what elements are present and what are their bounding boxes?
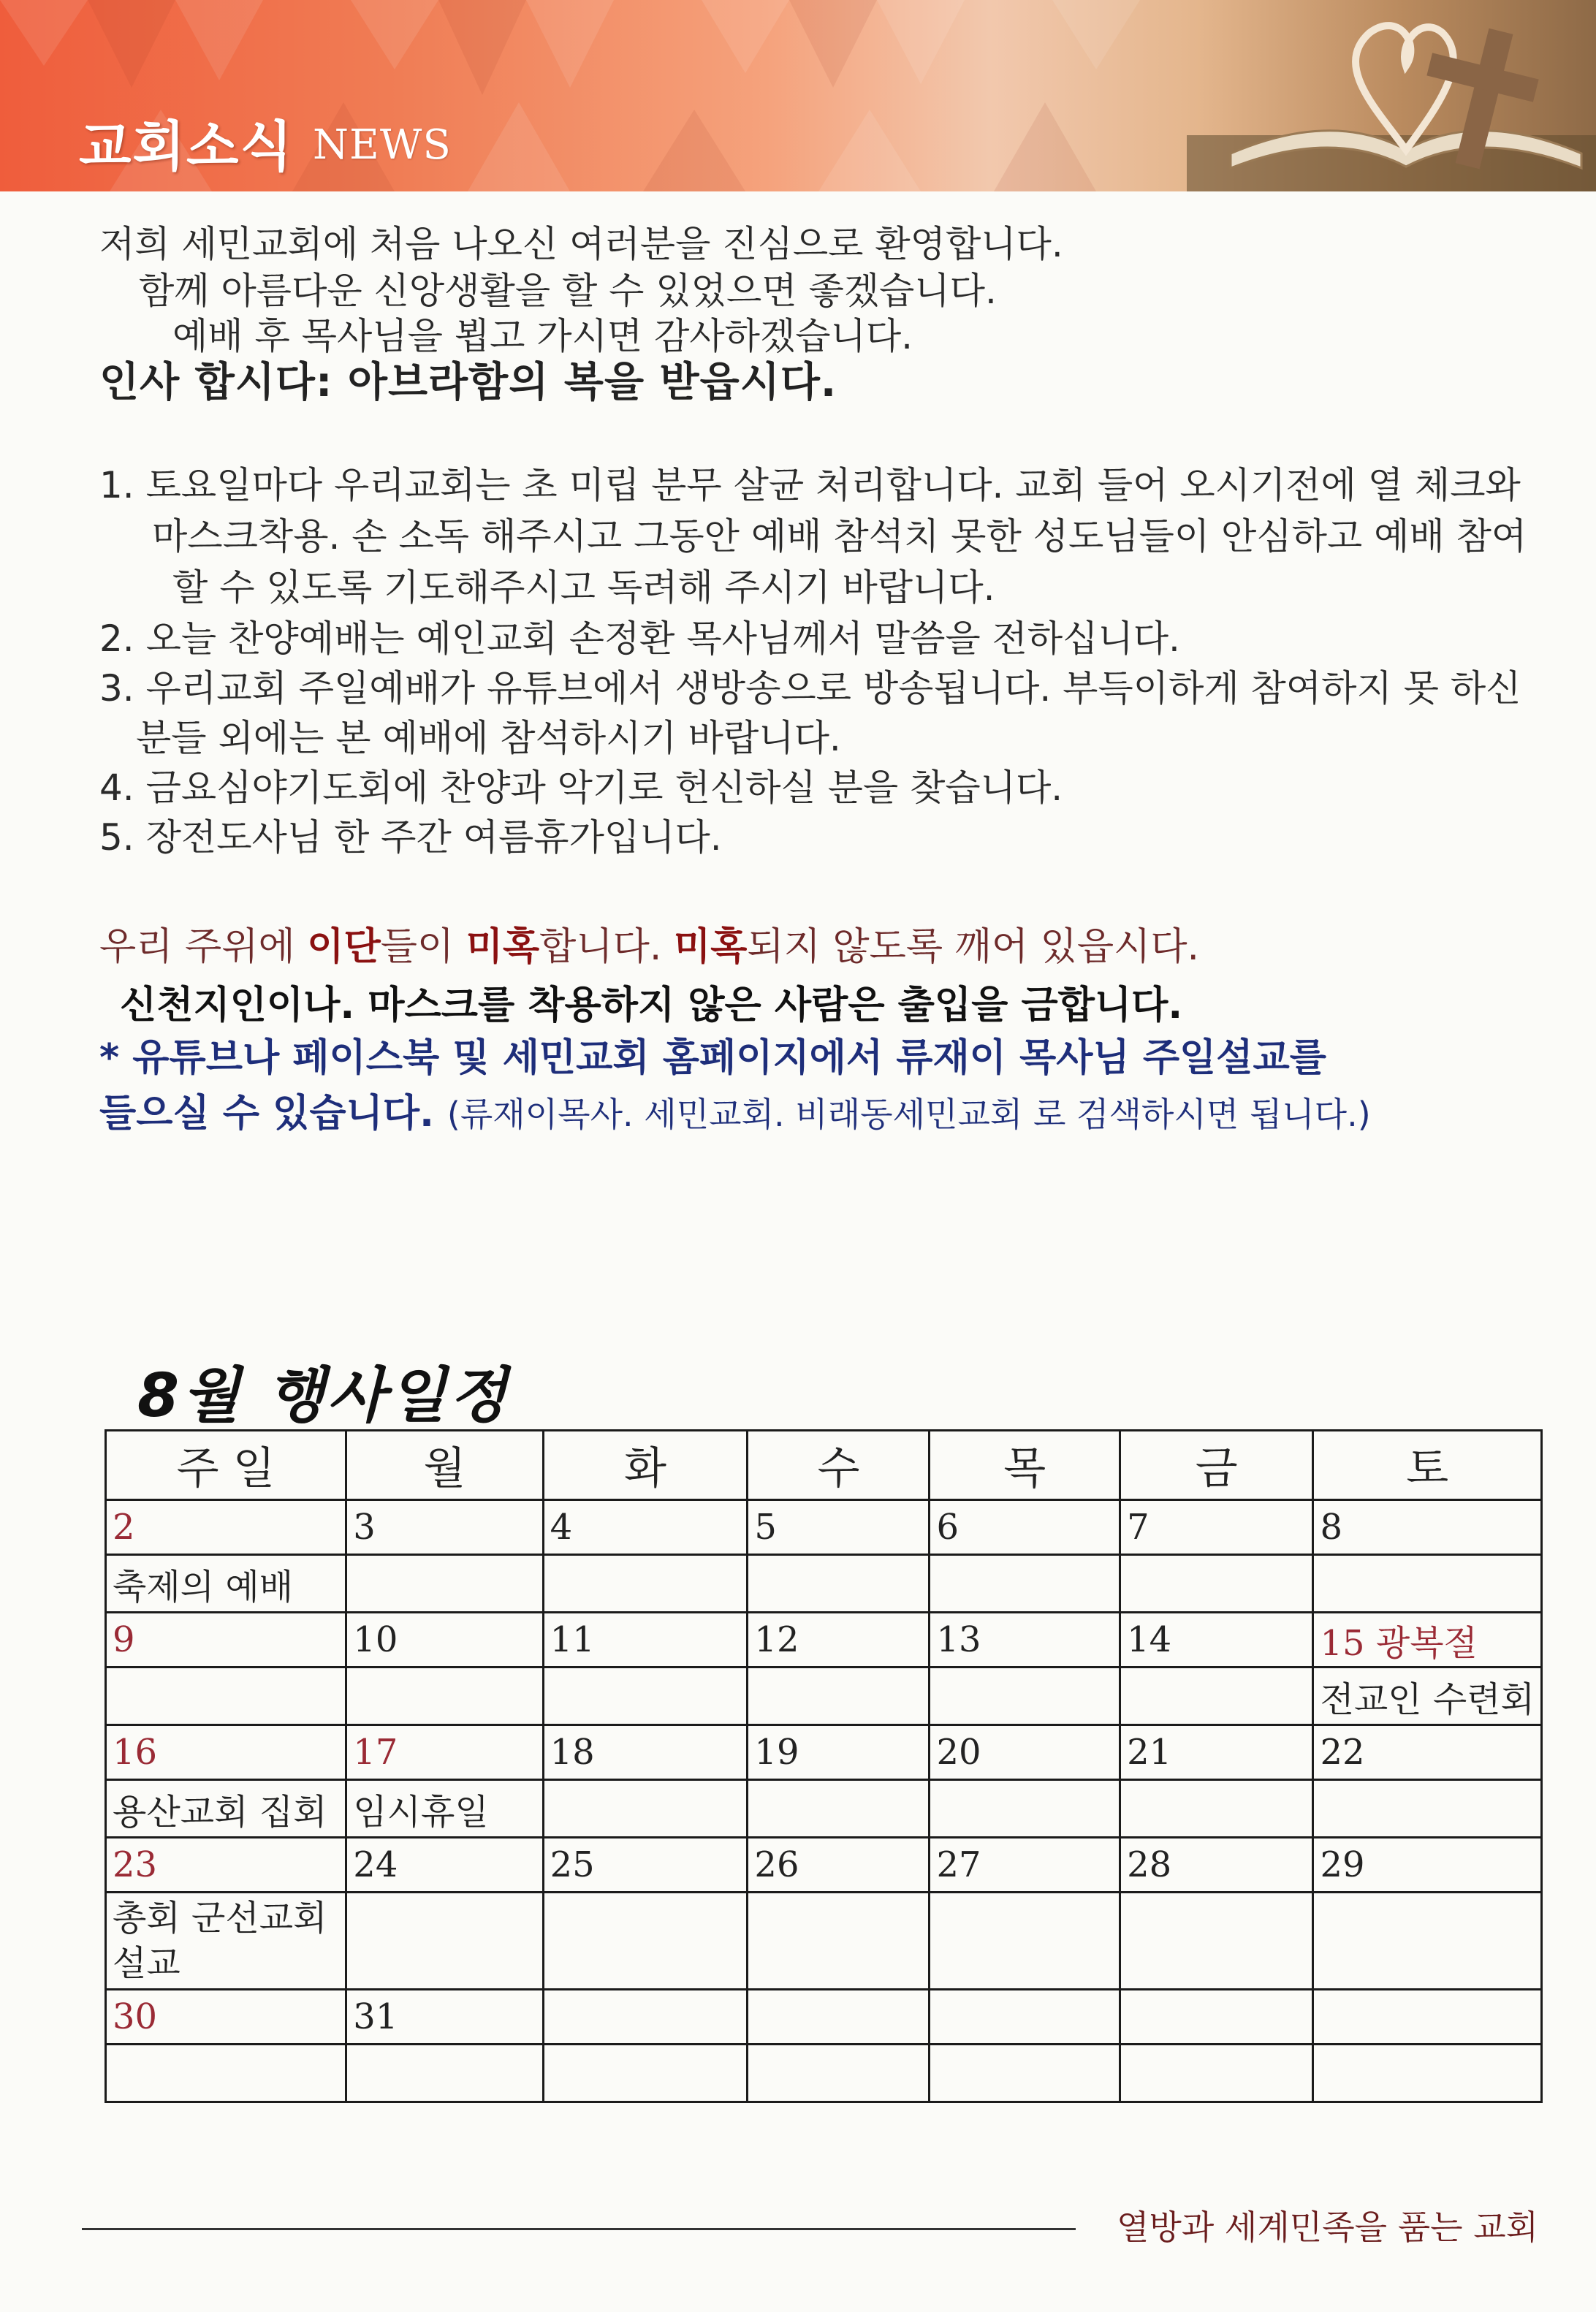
event-cell (748, 2045, 930, 2102)
date-cell: 12 (748, 1613, 930, 1668)
welcome-line-2: 함께 아름다운 신앙생활을 할 수 있었으면 좋겠습니다. (139, 270, 997, 312)
welcome-line-3: 예배 후 목사님을 뵙고 가시면 감사하겠습니다. (172, 315, 913, 357)
date-cell: 31 (346, 1990, 543, 2045)
weekday-header-row (106, 1431, 1542, 1500)
warning-text: 우리 주위에 (99, 925, 308, 969)
date-cell: 13 (930, 1613, 1120, 1668)
event-cell (346, 1893, 543, 1990)
notice-4: 4. 금요심야기도회에 찬양과 악기로 헌신하실 분을 찾습니다. (99, 767, 1063, 809)
date-cell: 3 (346, 1500, 543, 1555)
heresy-warning (99, 924, 1199, 970)
date-cell-holiday: 15 광복절 (1313, 1613, 1542, 1668)
date-cell: 21 (1120, 1725, 1313, 1780)
date-cell: 27 (930, 1838, 1120, 1893)
footer-slogan: 열방과 세계민족을 품는 교회 (1117, 2208, 1539, 2247)
date-cell: 24 (346, 1838, 543, 1893)
date-cell (748, 1990, 930, 2045)
event-cell (748, 1555, 930, 1613)
event-cell (106, 1668, 346, 1725)
event-cell (346, 2045, 543, 2102)
date-cell: 2 (106, 1500, 346, 1555)
event-cell (346, 1555, 543, 1613)
event-cell: 축제의 예배 (106, 1555, 346, 1613)
event-cell (543, 2045, 748, 2102)
warning-text: 합니다. (539, 925, 674, 969)
event-cell (543, 1555, 748, 1613)
date-cell: 16 (106, 1725, 346, 1780)
date-cell: 17 (346, 1725, 543, 1780)
event-cell (1120, 1668, 1313, 1725)
date-cell: 22 (1313, 1725, 1542, 1780)
week-2-dates (106, 1613, 1542, 1668)
bible-cross-icon (1187, 0, 1596, 191)
notice-1-line-3: 할 수 있도록 기도해주시고 독려해 주시기 바랍니다. (172, 566, 995, 609)
event-cell (1313, 1555, 1542, 1613)
date-cell: 20 (930, 1725, 1120, 1780)
date-cell: 8 (1313, 1500, 1542, 1555)
event-cell (748, 1893, 930, 1990)
event-cell: 임시휴일 (346, 1780, 543, 1838)
weekday-sat: 토 (1313, 1431, 1542, 1500)
date-cell: 4 (543, 1500, 748, 1555)
date-cell: 25 (543, 1838, 748, 1893)
date-cell: 6 (930, 1500, 1120, 1555)
weekday-tue: 화 (543, 1431, 748, 1500)
weekday-thu: 목 (930, 1431, 1120, 1500)
date-cell: 28 (1120, 1838, 1313, 1893)
youtube-notice-text: 들으실 수 있습니다. (99, 1092, 447, 1136)
week-4-events (106, 1893, 1542, 1990)
event-cell (1120, 2045, 1313, 2102)
week-3-dates (106, 1725, 1542, 1780)
event-cell (106, 2045, 346, 2102)
footer-divider (82, 2228, 1076, 2230)
date-cell: 9 (106, 1613, 346, 1668)
event-cell: 전교인 수련회 (1313, 1668, 1542, 1725)
week-1-dates (106, 1500, 1542, 1555)
week-5-dates (106, 1990, 1542, 2045)
event-cell: 용산교회 집회 (106, 1780, 346, 1838)
date-cell: 18 (543, 1725, 748, 1780)
warning-highlight: 이단 (307, 925, 381, 969)
event-cell (1120, 1555, 1313, 1613)
week-1-events (106, 1555, 1542, 1613)
event-cell (748, 1780, 930, 1838)
warning-text: 되지 않도록 깨어 있읍시다. (747, 925, 1200, 969)
weekday-fri: 금 (1120, 1431, 1313, 1500)
date-cell: 14 (1120, 1613, 1313, 1668)
week-3-events (106, 1780, 1542, 1838)
page-title: 교회소식 (79, 115, 294, 178)
mask-notice: 신천지인이나. 마스크를 착용하지 않은 사람은 출입을 금합니다. (120, 984, 1183, 1027)
week-4-dates (106, 1838, 1542, 1893)
week-2-events (106, 1668, 1542, 1725)
weekday-sun: 주 일 (106, 1431, 346, 1500)
youtube-notice-line-2 (99, 1090, 1371, 1138)
notice-3-line-2: 분들 외에는 본 예배에 참석하시기 바랍니다. (136, 717, 841, 759)
week-5-events (106, 2045, 1542, 2102)
notice-1-line-2: 마스크착용. 손 소독 해주시고 그동안 예배 참석치 못한 성도님들이 안심하고 예배 참여 (152, 515, 1527, 558)
event-cell (1313, 1780, 1542, 1838)
weekday-mon: 월 (346, 1431, 543, 1500)
event-cell (1313, 2045, 1542, 2102)
weekday-wed: 수 (748, 1431, 930, 1500)
header-banner (0, 0, 1596, 191)
event-cell (930, 1555, 1120, 1613)
warning-text: 들이 (380, 925, 466, 969)
greeting: 인사 합시다: 아브라함의 복을 받읍시다. (99, 359, 837, 406)
date-cell (1120, 1990, 1313, 2045)
date-cell (930, 1990, 1120, 2045)
date-cell (1313, 1990, 1542, 2045)
date-cell: 26 (748, 1838, 930, 1893)
date-cell (543, 1990, 748, 2045)
event-cell (543, 1780, 748, 1838)
date-cell: 29 (1313, 1838, 1542, 1893)
date-cell: 11 (543, 1613, 748, 1668)
event-cell (346, 1668, 543, 1725)
event-cell (748, 1668, 930, 1725)
date-cell: 23 (106, 1838, 346, 1893)
event-cell (1120, 1780, 1313, 1838)
date-cell: 5 (748, 1500, 930, 1555)
event-cell (930, 2045, 1120, 2102)
notice-3-line-1: 3. 우리교회 주일예배가 유튜브에서 생방송으로 방송됩니다. 부득이하게 참여하지 못 하신 (99, 667, 1521, 710)
event-cell (930, 1668, 1120, 1725)
notice-1-line-1: 1. 토요일마다 우리교회는 초 미립 분무 살균 처리합니다. 교회 들어 오시기전에 열 체크와 (99, 464, 1521, 506)
date-cell: 10 (346, 1613, 543, 1668)
notice-5: 5. 장전도사님 한 주간 여름휴가입니다. (99, 816, 722, 859)
calendar-table (104, 1429, 1543, 2103)
youtube-notice-search-hint: (류재이목사. 세민교회. 비래동세민교회 로 검색하시면 됩니다.) (446, 1095, 1371, 1134)
calendar-title: 8월 행사일정 (137, 1361, 510, 1431)
warning-highlight: 미혹 (673, 925, 748, 969)
welcome-line-1: 저희 세민교회에 처음 나오신 여러분을 진심으로 환영합니다. (99, 223, 1063, 265)
event-cell (1120, 1893, 1313, 1990)
youtube-notice-line-1: * 유튜브나 페이스북 및 세민교회 홈페이지에서 류재이 목사님 주일설교를 (99, 1036, 1326, 1080)
event-cell (543, 1893, 748, 1990)
date-cell: 30 (106, 1990, 346, 2045)
event-cell (930, 1780, 1120, 1838)
warning-highlight: 미혹 (466, 925, 540, 969)
notice-2: 2. 오늘 찬양예배는 예인교회 손정환 목사님께서 말씀을 전하십니다. (99, 617, 1180, 660)
event-cell (930, 1893, 1120, 1990)
page-subtitle: NEWS (313, 121, 452, 169)
event-cell (1313, 1893, 1542, 1990)
date-cell: 7 (1120, 1500, 1313, 1555)
date-cell: 19 (748, 1725, 930, 1780)
event-cell (543, 1668, 748, 1725)
event-cell: 총회 군선교회 설교 (106, 1893, 346, 1990)
